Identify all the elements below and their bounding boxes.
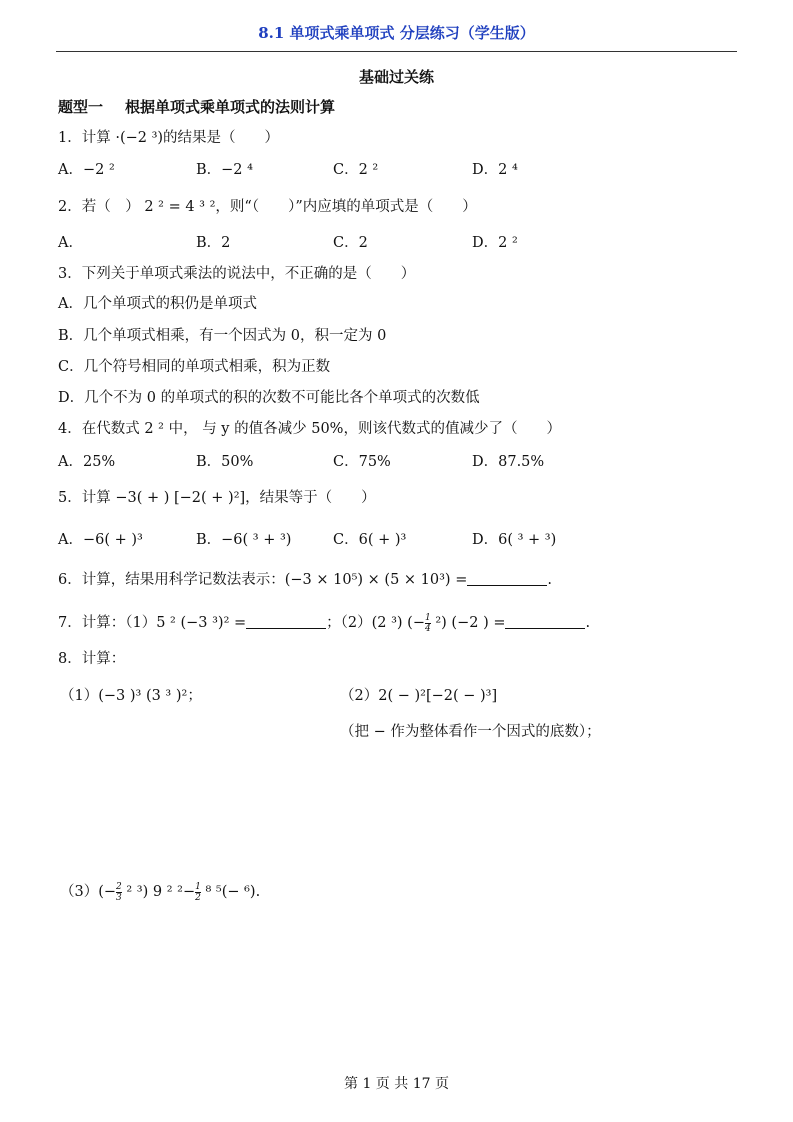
q7-answer-blank-1[interactable] xyxy=(246,616,326,629)
question-2-text: 2．若（ ） 2 ² = 4 ³ ²，则“（ ）”内应填的单项式是（ ） xyxy=(58,199,477,215)
q8-p3-f1-numerator: 2 xyxy=(116,881,122,892)
q2-option-a: A． xyxy=(58,235,83,251)
question-7-part2: ；（2）(2 ³) (− xyxy=(326,615,425,631)
document-header-title: 8.1 单项式乘单项式 分层练习（学生版） xyxy=(258,24,535,42)
question-8-text: 8．计算： xyxy=(58,651,126,667)
q8-part-3 xyxy=(60,880,260,903)
q5-option-d: D．6( ³ + ³) xyxy=(472,532,557,548)
q8-part-2: （2）2( − )²[−2( − )³] xyxy=(340,688,498,704)
question-1-text: 1．计算 ·(−2 ³)的结果是（ ） xyxy=(58,130,280,146)
header-divider xyxy=(56,51,737,52)
question-4-text: 4．在代数式 2 ² 中， 与 y 的值各减少 50%，则该代数式的值减少了（ ） xyxy=(58,421,561,437)
question-7 xyxy=(58,611,590,634)
q8-part-3-end: ⁸ ⁵(− ⁶). xyxy=(200,884,261,900)
q8-p3-f2-denominator: 2 xyxy=(195,892,201,903)
q7-answer-blank-2[interactable] xyxy=(505,616,585,629)
q4-option-d: D．87.5% xyxy=(472,454,545,470)
question-3-text: 3．下列关于单项式乘法的说法中，不正确的是（ ） xyxy=(58,266,416,282)
q5-option-b: B．−6( ³ + ³) xyxy=(196,532,292,548)
q8-part-2-note: （把 − 作为整体看作一个因式的底数）； xyxy=(340,724,601,740)
type-label: 题型一 xyxy=(58,98,104,116)
q3-option-b: B．几个单项式相乘，有一个因式为 0，积一定为 0 xyxy=(58,328,387,344)
q7-fraction-numerator: 1 xyxy=(425,612,431,623)
question-7-part3: ²) (−2 ) = xyxy=(430,615,506,631)
q3-option-a: A．几个单项式的积仍是单项式 xyxy=(58,296,257,312)
q7-end: . xyxy=(585,615,591,631)
q8-part-3-mid: ² ³) 9 ² ²− xyxy=(121,884,196,900)
q8-part-1: （1）(−3 )³ (3 ³ )²； xyxy=(60,688,202,704)
q8-part-3-start: （3）(− xyxy=(60,884,117,900)
question-5-text: 5．计算 −3( + ) [−2( + )²]，结果等于（ ） xyxy=(58,490,376,506)
q5-option-a: A．−6( + )³ xyxy=(58,532,143,548)
q3-option-d: D．几个不为 0 的单项式的积的次数不可能比各个单项式的次数低 xyxy=(58,390,480,406)
page-footer: 第 1 页 共 17 页 xyxy=(344,1076,449,1092)
question-7-part1: 7．计算：（1）5 ² (−3 ³)² = xyxy=(58,615,247,631)
q4-option-b: B．50% xyxy=(196,454,254,470)
question-6 xyxy=(58,568,552,589)
q2-option-c: C．2 xyxy=(333,235,368,251)
q6-end: . xyxy=(547,572,552,588)
q8-p3-f2-numerator: 1 xyxy=(195,881,201,892)
q2-option-b: B．2 xyxy=(196,235,231,251)
q2-option-d: D．2 ² xyxy=(472,235,518,251)
question-type-heading xyxy=(58,96,335,117)
q4-option-c: C．75% xyxy=(333,454,391,470)
q1-option-a: A．−2 ² xyxy=(58,162,115,178)
q1-option-d: D．2 ⁴ xyxy=(472,162,518,178)
type-title: 根据单项式乘单项式的法则计算 xyxy=(125,98,336,116)
question-6-text: 6．计算，结果用科学记数法表示：(−3 × 10⁵) × (5 × 10³) = xyxy=(58,572,468,588)
q4-option-a: A．25% xyxy=(58,454,116,470)
q1-option-c: C．2 ² xyxy=(333,162,379,178)
q3-option-c: C．几个符号相同的单项式相乘，积为正数 xyxy=(58,359,331,375)
q1-option-b: B．−2 ⁴ xyxy=(196,162,253,178)
q5-option-c: C．6( + )³ xyxy=(333,532,407,548)
section-title: 基础过关练 xyxy=(358,68,434,86)
q6-answer-blank[interactable] xyxy=(467,573,547,586)
q7-fraction-denominator: 4 xyxy=(425,623,431,634)
q8-p3-f1-denominator: 3 xyxy=(116,892,122,903)
